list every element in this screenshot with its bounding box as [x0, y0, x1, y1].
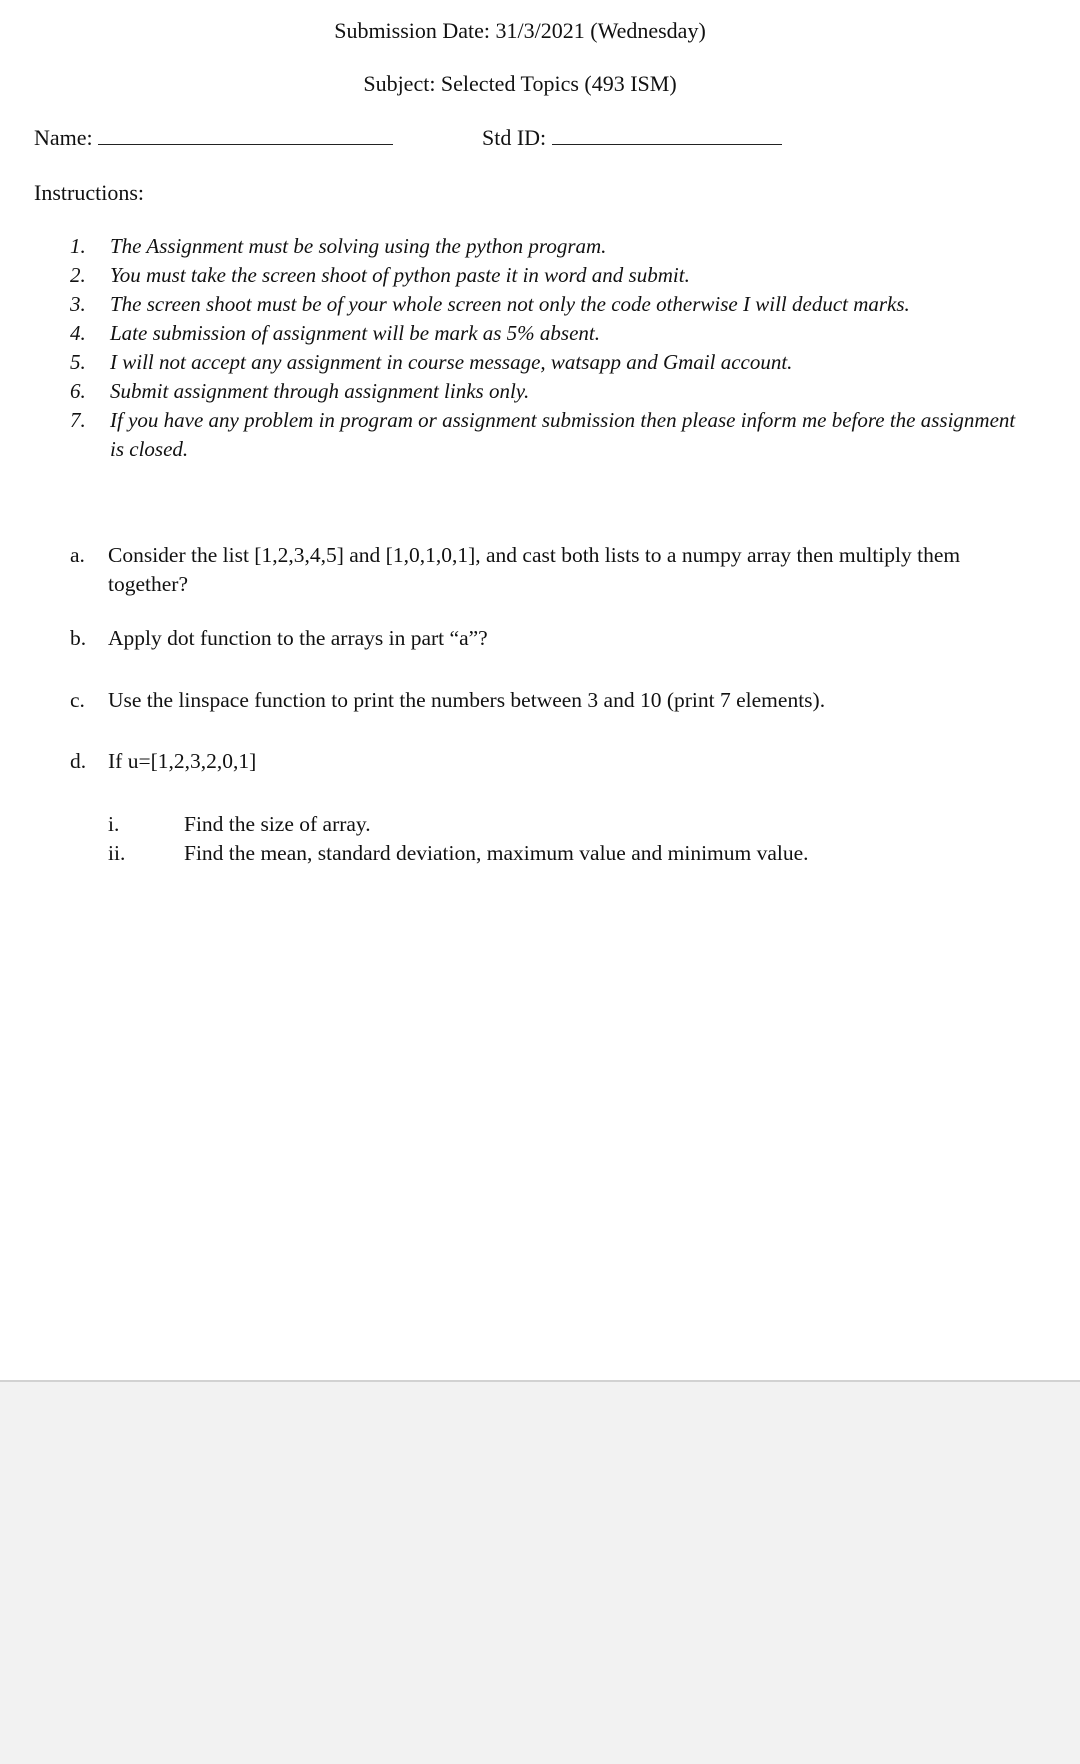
- submission-date: Submission Date: 31/3/2021 (Wednesday): [334, 18, 706, 43]
- instruction-item: 5. I will not accept any assignment in course message, watsapp and Gmail account.: [70, 350, 793, 374]
- subquestion-item: i. Find the size of array.: [108, 812, 371, 836]
- std-id-label: Std ID:: [482, 125, 547, 150]
- question-item: b. Apply dot function to the arrays in part “a”?: [70, 626, 488, 650]
- instructions-heading: Instructions:: [34, 180, 144, 205]
- instruction-item: 3. The screen shoot must be of your whole screen not only the code otherwise I will deduct marks.: [70, 292, 910, 316]
- name-field: [34, 125, 393, 151]
- instruction-item: 7. If you have any problem in program or assignment submission then please inform me before the assignment is closed.: [70, 408, 1016, 461]
- instruction-item: 4. Late submission of assignment will be mark as 5% absent.: [70, 321, 601, 345]
- name-label: Name:: [34, 125, 93, 150]
- subject-title: Subject: Selected Topics (493 ISM): [363, 71, 677, 96]
- question-item: c. Use the linspace function to print the numbers between 3 and 10 (print 7 elements).: [70, 688, 826, 712]
- std-id-field: [482, 125, 782, 151]
- question-item: a. Consider the list [1,2,3,4,5] and [1,0,1,0,1], and cast both lists to a numpy array then multiply them together?: [70, 543, 961, 596]
- question-item: d. If u=[1,2,3,2,0,1]: [70, 749, 257, 773]
- std-id-blank-line: [552, 126, 782, 145]
- instruction-item: 2. You must take the screen shoot of python paste it in word and submit.: [70, 263, 690, 287]
- page-background-area: [0, 1380, 1080, 1764]
- subquestion-item: ii. Find the mean, standard deviation, maximum value and minimum value.: [108, 841, 809, 865]
- instruction-item: 6. Submit assignment through assignment links only.: [70, 379, 530, 403]
- name-blank-line: [98, 126, 393, 145]
- instruction-item: 1. The Assignment must be solving using the python program.: [70, 234, 607, 258]
